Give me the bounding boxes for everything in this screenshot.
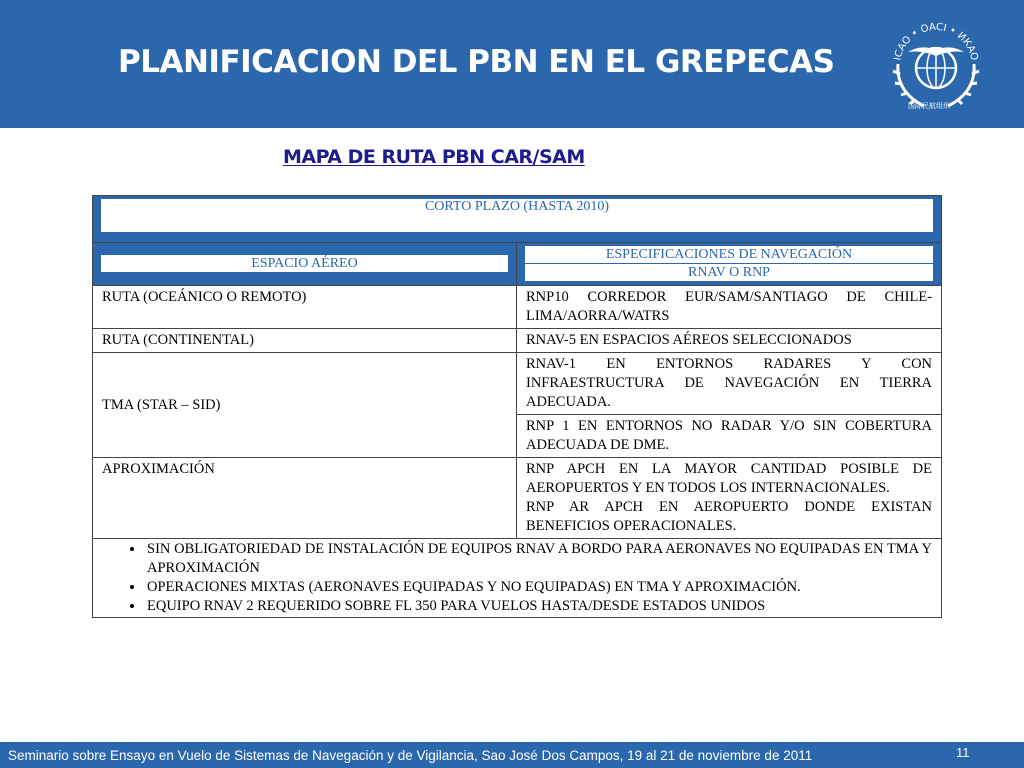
notes-cell: [93, 539, 942, 618]
icao-emblem-icon: [878, 4, 994, 120]
svg-text:ICAO • OACI • ИКАО: ICAO • OACI • ИКАО: [892, 21, 980, 62]
airspace-cell: APROXIMACIÓN: [93, 458, 517, 539]
pbn-table: [92, 195, 942, 618]
col1-header-cell: [93, 243, 517, 286]
spec-cell: RNP 1 EN ENTORNOS NO RADAR Y/O SIN COBERTURA ADECUADA DE DME.: [517, 415, 942, 458]
col2-header-cell: [517, 243, 942, 286]
airspace-cell: RUTA (OCEÁNICO O REMOTO): [93, 286, 517, 329]
page-number: 11: [956, 745, 970, 760]
spec-cell: RNAV-1 EN ENTORNOS RADARES Y CON INFRAESTRUCTURA DE NAVEGACIÓN EN TIERRA ADECUADA.: [517, 353, 942, 415]
note-item: • OPERACIONES MIXTAS (AERONAVES EQUIPADAS Y NO EQUIPADAS) EN TMA Y APROXIMACIÓN.: [145, 578, 932, 597]
col2-header-line1: ESPECIFICACIONES DE NAVEGACIÓN: [525, 246, 933, 264]
note-item: • EQUIPO RNAV 2 REQUERIDO SOBRE FL 350 PARA VUELOS HASTA/DESDE ESTADOS UNIDOS: [145, 597, 932, 616]
slide-title: PLANIFICACION DEL PBN EN EL GREPECAS: [118, 44, 835, 80]
airspace-cell: RUTA (CONTINENTAL): [93, 329, 517, 353]
footer-band: [0, 742, 1024, 768]
table-row: [93, 353, 942, 415]
table-row: [93, 329, 942, 353]
map-subtitle: MAPA DE RUTA PBN CAR/SAM: [283, 146, 585, 168]
col2-header-line2: RNAV O RNP: [525, 264, 933, 282]
period-header: CORTO PLAZO (HASTA 2010): [101, 199, 933, 233]
table-row: [93, 286, 942, 329]
note-item: • SIN OBLIGATORIEDAD DE INSTALACIÓN DE EQUIPOS RNAV A BORDO PARA AERONAVES NO EQUIPADAS EN TMA Y APROXIMACIÓN: [145, 540, 932, 578]
spec-line: RNP APCH EN LA MAYOR CANTIDAD POSIBLE DE AEROPUERTOS Y EN TODOS LOS INTERNACIONALES.: [526, 461, 933, 496]
notes-row: [93, 539, 942, 618]
footer-text: Seminario sobre Ensayo en Vuelo de Sistemas de Navegación y de Vigilancia, Sao José Dos Campos, 19 al 21 de noviembre de 2011: [8, 748, 813, 763]
spec-line: RNP AR APCH EN AEROPUERTO DONDE EXISTAN BENEFICIOS OPERACIONALES.: [526, 499, 933, 534]
period-header-cell: [93, 196, 942, 243]
header-band: [0, 0, 1024, 128]
col1-header: ESPACIO AÉREO: [101, 255, 508, 273]
table-row: [93, 458, 942, 539]
spec-cell: [517, 458, 942, 539]
svg-text:国际民航组织: 国际民航组织: [908, 102, 950, 110]
spec-cell: RNAV-5 EN ESPACIOS AÉREOS SELECCIONADOS: [517, 329, 942, 353]
notes-list: [93, 540, 941, 616]
spec-cell: RNP10 CORREDOR EUR/SAM/SANTIAGO DE CHILE-LIMA/AORRA/WATRS: [517, 286, 942, 329]
airspace-cell: TMA (STAR – SID): [93, 353, 517, 458]
